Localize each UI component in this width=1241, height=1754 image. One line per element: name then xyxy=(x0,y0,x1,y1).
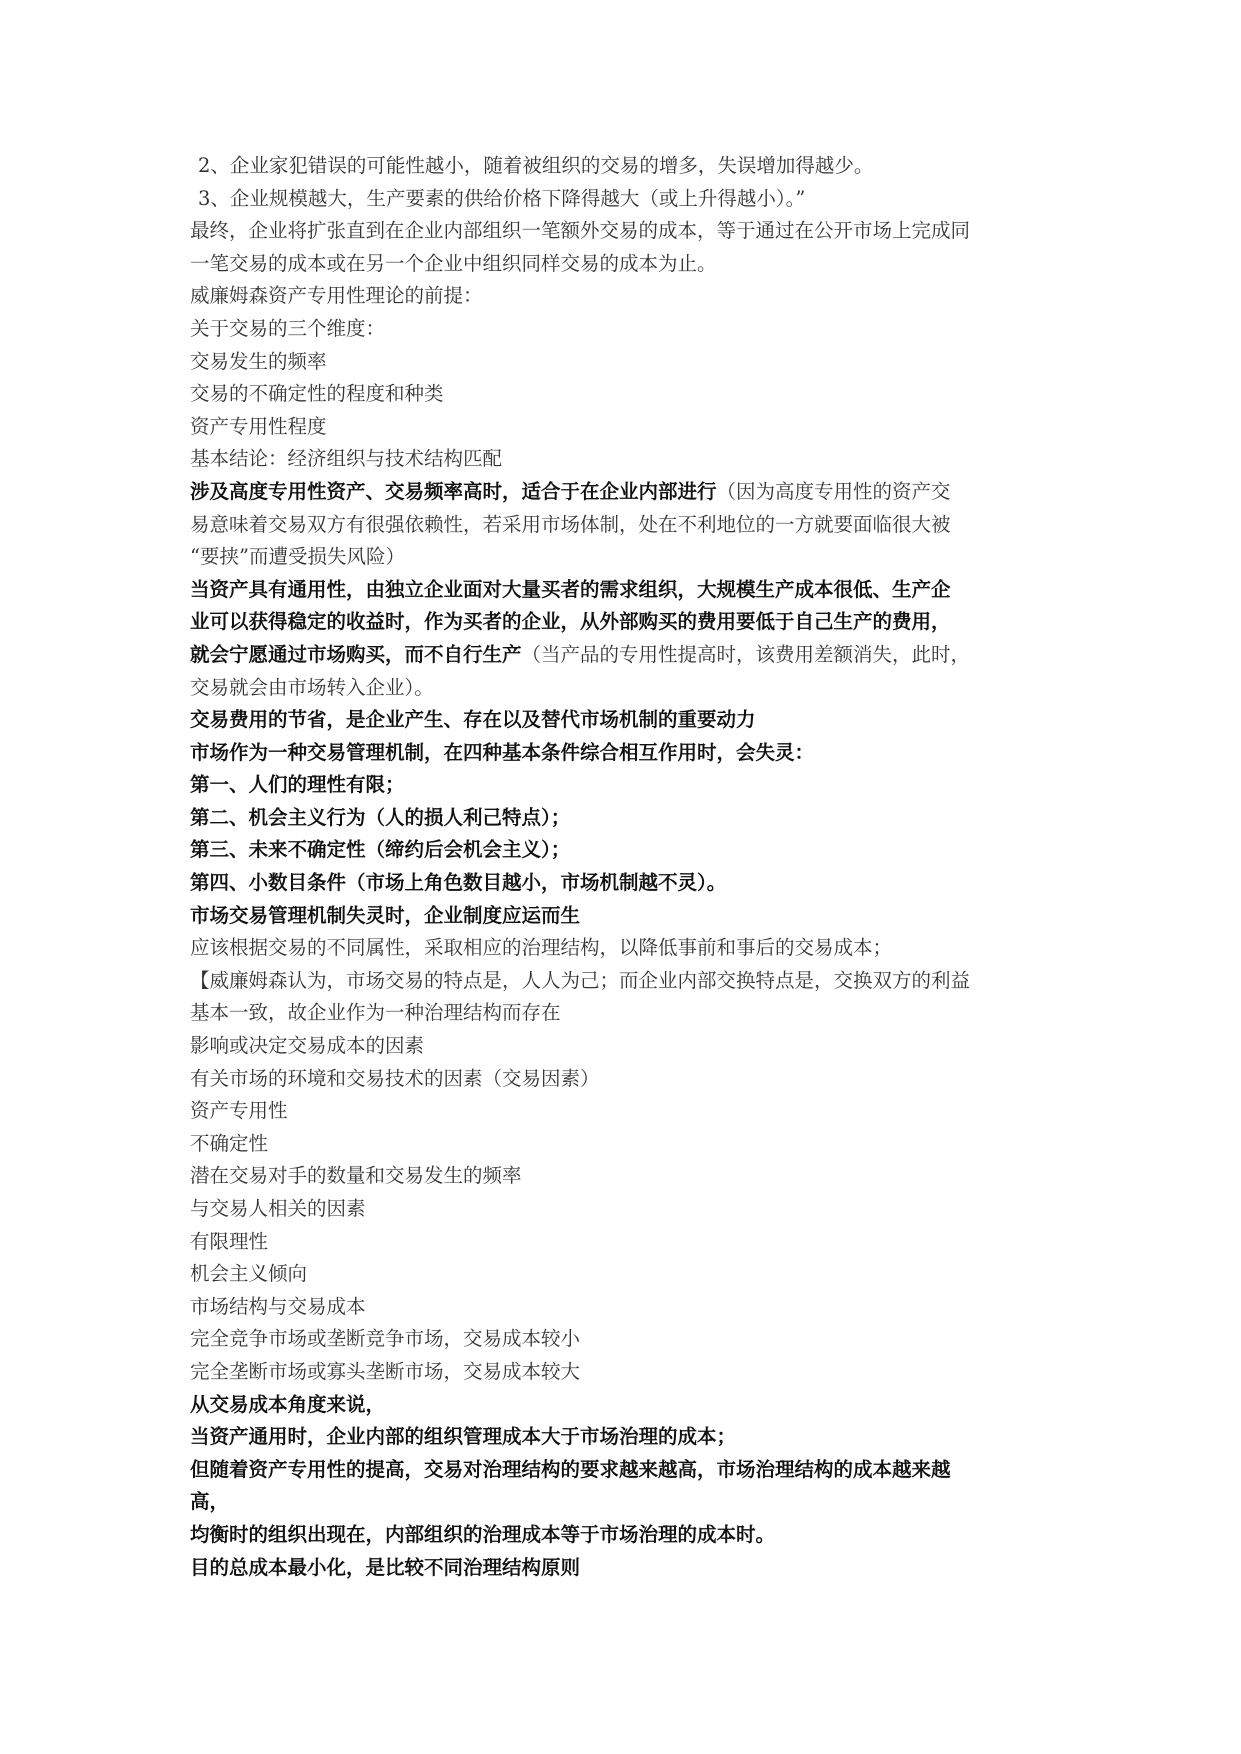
text-line: 交易的不确定性的程度和种类 xyxy=(190,382,444,406)
text-line xyxy=(190,476,1070,509)
bold-line: 市场交易管理机制失灵时，企业制度应运而生 xyxy=(190,903,581,927)
text-line: 完全竞争市场或垄断竞争市场，交易成本较小 xyxy=(190,1327,581,1351)
text-line: 影响或决定交易成本的因素 xyxy=(190,1034,425,1058)
bold-line: 第二、机会主义行为（人的损人利己特点）； xyxy=(190,805,571,829)
text-line: 机会主义倾向 xyxy=(190,1262,308,1286)
text-line: 一笔交易的成本或在另一个企业中组织同样交易的成本为止。 xyxy=(190,251,717,275)
text-line: 不确定性 xyxy=(190,1131,269,1155)
bold-line: 均衡时的组织出现在，内部组织的治理成本等于市场治理的成本时。 xyxy=(190,1522,776,1546)
text-line: 基本一致，故企业作为一种治理结构而存在 xyxy=(190,1001,561,1025)
text-line: “要挟”而遭受损失风险） xyxy=(190,545,405,569)
bold-line: 高， xyxy=(190,1490,230,1514)
text-line: 潜在交易对手的数量和交易发生的频率 xyxy=(190,1164,522,1188)
normal-text: （因为高度专用性的资产交 xyxy=(716,479,951,503)
bold-line: 交易费用的节省，是企业产生、存在以及替代市场机制的重要动力 xyxy=(190,708,756,732)
bold-line: 业可以获得稳定的收益时，作为买者的企业，从外部购买的费用要低于自己生产的费用， xyxy=(190,610,951,634)
text-line: 资产专用性 xyxy=(190,1099,288,1123)
text-line: 最终，企业将扩张直到在企业内部组织一笔额外交易的成本，等于通过在公开市场上完成同 xyxy=(190,219,971,243)
text-line: 与交易人相关的因素 xyxy=(190,1197,366,1220)
bold-line: 但随着资产专用性的提高，交易对治理结构的要求越来越高，市场治理结构的成本越来越 xyxy=(190,1457,951,1481)
text-line: 资产专用性程度 xyxy=(190,414,327,438)
bold-line: 目的总成本最小化，是比较不同治理结构原则 xyxy=(190,1555,581,1579)
text-line: 应该根据交易的不同属性，采取相应的治理结构，以降低事前和事后的交易成本； xyxy=(190,936,893,960)
bold-text: 涉及高度专用性资产、交易频率高时，适合于在企业内部进行 xyxy=(190,479,717,503)
bold-text: 就会宁愿通过市场购买，而不自行生产 xyxy=(190,642,522,666)
bold-line: 当资产通用时，企业内部的组织管理成本大于市场治理的成本； xyxy=(190,1425,737,1449)
text-line: 基本结论：经济组织与技术结构匹配 xyxy=(190,447,503,471)
text-line: 3、企业规模越大，生产要素的供给价格下降得越大（或上升得越小）。” xyxy=(198,186,806,210)
text-line: 有限理性 xyxy=(190,1229,269,1253)
text-line: 易意味着交易双方有很强依赖性，若采用市场体制，处在不利地位的一方就要面临很大被 xyxy=(190,512,951,536)
bold-line: 当资产具有通用性，由独立企业面对大量买者的需求组织，大规模生产成本很低、生产企 xyxy=(190,577,951,601)
text-line: 市场结构与交易成本 xyxy=(190,1294,366,1318)
bold-line: 第四、小数目条件（市场上角色数目越小，市场机制越不灵）。 xyxy=(190,871,727,895)
text-line: 有关市场的环境和交易技术的因素（交易因素） xyxy=(190,1066,600,1090)
text-line: 2、企业家犯错误的可能性越小，随着被组织的交易的增多，失误增加得越少。 xyxy=(198,154,874,177)
text-line: 威廉姆森资产专用性理论的前提： xyxy=(190,284,483,308)
text-line: 关于交易的三个维度： xyxy=(190,316,386,340)
text-line: 【威廉姆森认为，市场交易的特点是，人人为己；而企业内部交换特点是，交换双方的利益 xyxy=(190,968,971,992)
text-line xyxy=(190,639,1070,672)
bold-line: 第三、未来不确定性（缔约后会机会主义）； xyxy=(190,838,571,862)
bold-line: 第一、人们的理性有限； xyxy=(190,773,405,797)
bold-line: 市场作为一种交易管理机制，在四种基本条件综合相互作用时，会失灵： xyxy=(190,740,815,764)
text-line: 交易就会由市场转入企业）。 xyxy=(190,675,434,699)
text-line: 完全垄断市场或寡头垄断市场，交易成本较大 xyxy=(190,1359,581,1383)
text-line: 交易发生的频率 xyxy=(190,349,327,373)
bold-line: 从交易成本角度来说， xyxy=(190,1392,386,1416)
normal-text: （当产品的专用性提高时，该费用差额消失，此时， xyxy=(521,642,971,666)
document-body xyxy=(190,150,1070,1584)
